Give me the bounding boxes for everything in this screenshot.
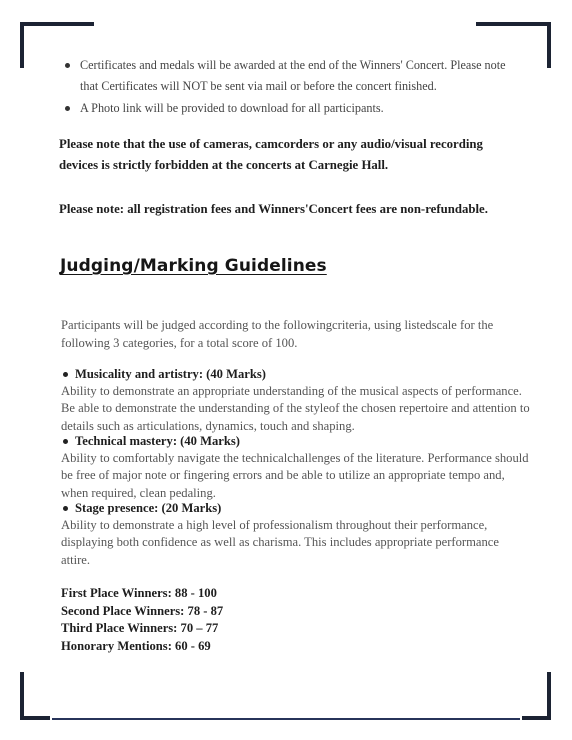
category-title-text: Stage presence: (20 Marks) <box>75 501 222 515</box>
category-musicality <box>61 366 531 435</box>
bullet-icon <box>63 506 68 511</box>
bullet-text: Certificates and medals will be awarded at the end of the Winners' Concert. Please note that Certificates will NOT be sent via mail or before the concert finished. <box>80 58 506 93</box>
score-range-second: Second Place Winners: 78 - 87 <box>61 603 224 618</box>
category-stage-presence <box>61 500 531 569</box>
score-ranges <box>61 585 223 655</box>
category-description: Ability to comfortably navigate the technicalchallenges of the literature. Performance should be free of major note or fingering errors and be able to utilize an appropriate tempo and, when required, clean pedaling. <box>61 451 529 500</box>
category-title <box>61 500 531 517</box>
corner-top-right-horizontal <box>476 22 551 26</box>
corner-top-right-vertical <box>547 22 551 68</box>
corner-bottom-right-horizontal <box>522 716 551 720</box>
category-description: Ability to demonstrate a high level of professionalism throughout their performance, displaying both confidence as well as charisma. This includes appropriate performance attire. <box>61 518 499 567</box>
fees-note: Please note: all registration fees and Winners'Concert fees are non-refundable. <box>59 202 488 216</box>
bottom-divider <box>52 718 520 720</box>
score-range-third: Third Place Winners: 70 – 77 <box>61 621 219 635</box>
certificates-bullet-list <box>62 55 512 120</box>
category-title-text: Technical mastery: (40 Marks) <box>75 434 240 448</box>
category-description: Ability to demonstrate an appropriate understanding of the musical aspects of performance. Be able to demonstrate the understanding of the styleof the chosen repertoire and attention to details such as articulations, dynamics, touch and shaping. <box>61 384 530 433</box>
judging-heading: Judging/Marking Guidelines <box>60 256 327 276</box>
bullet-icon <box>65 106 70 111</box>
camera-note: Please note that the use of cameras, camcorders or any audio/visual recording devices is strictly forbidden at the concerts at Carnegie Hall. <box>59 137 483 172</box>
category-title-text: Musicality and artistry: (40 Marks) <box>75 367 266 381</box>
bullet-icon <box>63 439 68 444</box>
category-title <box>61 433 531 450</box>
bullet-icon <box>65 63 70 68</box>
category-title <box>61 366 531 383</box>
score-range-first: First Place Winners: 88 - 100 <box>61 586 217 600</box>
judging-intro: Participants will be judged according to the followingcriteria, using listedscale for the following 3 categories, for a total score of 100. <box>61 318 494 350</box>
corner-top-left-horizontal <box>20 22 94 26</box>
corner-bottom-right-vertical <box>547 672 551 720</box>
corner-bottom-left-vertical <box>20 672 24 720</box>
list-item <box>62 98 512 119</box>
bullet-text: A Photo link will be provided to download for all participants. <box>80 101 384 115</box>
category-technical <box>61 433 531 502</box>
corner-top-left-vertical <box>20 22 24 68</box>
list-item <box>62 55 512 97</box>
score-range-honorable: Honorary Mentions: 60 - 69 <box>61 638 211 653</box>
corner-bottom-left-horizontal <box>20 716 50 720</box>
bullet-icon <box>63 372 68 377</box>
